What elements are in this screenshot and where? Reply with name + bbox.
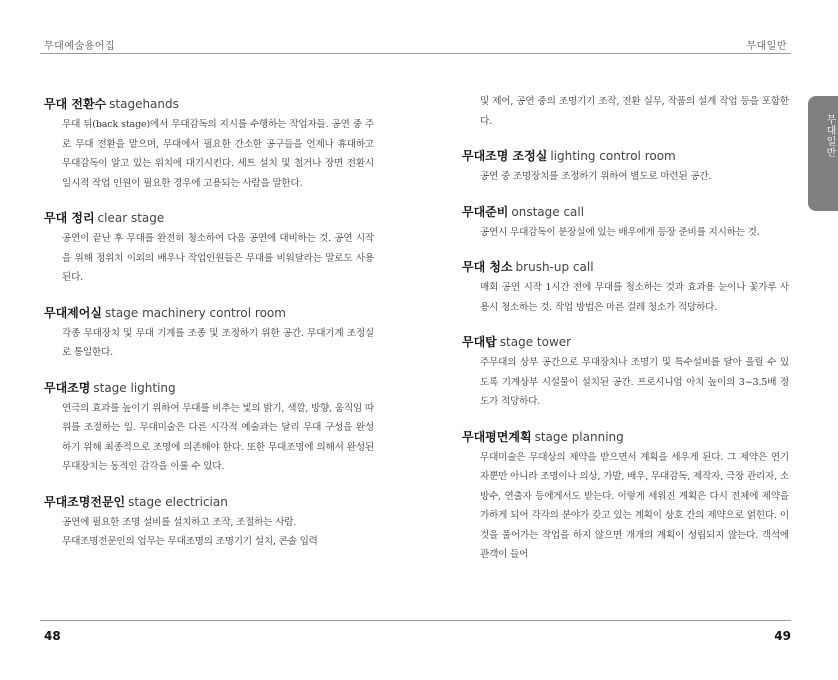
term-definition: 공연이 끝난 후 무대를 완전히 청소하여 다음 공연에 대비하는 것. 공연 시작을 위해 정위치 이외의 배우나 작업인원들은 무대를 비워달라는 말로도 사용된다.: [62, 233, 374, 283]
glossary-entry: [462, 148, 789, 187]
term-english: onstage call: [511, 204, 585, 219]
left-page-column: [44, 96, 374, 569]
glossary-entry: [44, 494, 374, 552]
glossary-entry: [462, 429, 789, 565]
term-definition: 각종 무대장치 및 무대 기계를 조종 및 조정하기 위한 공간. 무대기계 조정실로 통일한다.: [62, 327, 374, 358]
footer-rule: [40, 620, 791, 621]
running-head-right: 무대일반: [746, 41, 787, 52]
term-definition: 공연에 필요한 조명 설비를 설치하고 조작, 조절하는 사람.: [62, 516, 297, 528]
term-english: stagehands: [109, 97, 179, 111]
term-korean: 무대조명전문인: [44, 494, 126, 509]
section-tab-label: 무대일반: [824, 114, 835, 158]
term-english: stage planning: [534, 429, 624, 444]
continued-definition: 및 제어, 공연 중의 조명기기 조작, 전환 실무, 작품의 설계 작업 등을 포함한다.: [480, 96, 789, 127]
term-definition: 공연 중 조명장치를 조정하기 위하여 별도로 마련된 공간.: [480, 171, 712, 182]
term-korean: 무대조명 조정실: [462, 149, 548, 163]
term-korean: 무대 전환수: [44, 97, 107, 111]
term-korean: 무대준비: [462, 204, 509, 219]
term-english: brush-up call: [515, 260, 594, 274]
glossary-entry: [462, 259, 789, 317]
glossary-entry: [44, 210, 374, 288]
page-number-left: 48: [44, 629, 61, 643]
term-definition: 매회 공연 시작 1시간 전에 무대를 청소하는 것과 효과용 눈이나 꽃가루 사용시 청소하는 것. 작업 방법은 마른 걸레 청소가 적당하다.: [480, 282, 789, 313]
term-english: stage electrician: [128, 494, 228, 509]
term-english: lighting control room: [550, 149, 676, 163]
running-head-left: 무대예술용어집: [44, 41, 116, 52]
term-korean: 무대 청소: [462, 260, 513, 274]
glossary-entry: [44, 380, 374, 477]
term-korean: 무대평면계획: [462, 429, 532, 444]
term-korean: 무대조명: [44, 380, 91, 395]
term-definition: 무대 뒤(back stage)에서 무대감독의 지시를 수행하는 작업자들. 공연 중 주로 무대 전환을 맡으며, 무대에서 필요한 간소한 공구들을 언제나 휴대하고 무대감독이 알고 있는 위치에 대기시킨다. 세트 설치 및 철거나 장면 전환시 일시적 작업 인원이 필요한 경우에 고용되는 사람을 말한다.: [62, 119, 374, 189]
term-definition: 주무대의 상부 공간으로 무대장치나 조명기 및 특수설비를 달아 올릴 수 있도록 기계상부 시설물이 설치된 공간. 프로시니엄 아치 높이의 3~3.5배 정도가 적당하다.: [480, 357, 789, 407]
glossary-entry: [44, 96, 374, 193]
term-english: stage lighting: [93, 380, 176, 395]
glossary-entry: [44, 305, 374, 363]
page-number-right: 49: [774, 629, 791, 643]
header-rule: [40, 53, 791, 54]
section-tab: [808, 96, 838, 211]
glossary-entry: [462, 204, 789, 243]
term-korean: 무대제어실: [44, 305, 102, 320]
term-english: clear stage: [97, 211, 165, 225]
term-english: stage tower: [499, 335, 572, 349]
term-korean: 무대 정리: [44, 211, 95, 225]
term-definition: 공연시 무대감독이 분장실에 있는 배우에게 등장 준비를 지시하는 것.: [480, 226, 760, 238]
term-definition-continued: 무대조명전문인의 업무는 무대조명의 조명기기 설치, 콘솔 입력: [62, 536, 318, 547]
glossary-entry: [462, 334, 789, 412]
term-definition: 무대미술은 무대상의 제약을 받으면서 계획을 세우게 된다. 그 제약은 연기자뿐만 아니라 조명이나 의상, 가발, 배우, 무대감독, 제작자, 극장 관리자, 소방수, 연출자 등에게서도 받는다. 이렇게 세워진 계획은 다시 전체에 제약을 가하게 되어 각각의 분야가 갖고 있는 계획이 상호 간의 제약으로 얽힌다. 이것을 풀어가는 작업을 하지 않으면 개개의 계획이 성립되지 않는다. 객석에 관객이 들어: [480, 451, 789, 560]
right-page-column: [462, 92, 789, 582]
term-english: stage machinery control room: [104, 305, 286, 320]
glossary-entry-continuation: [462, 92, 789, 131]
term-definition: 연극의 효과를 높이기 위하여 무대를 비추는 빛의 밝기, 색깔, 방향, 움직임 따위를 조절하는 일. 무대미술은 다른 시각적 예술과는 달리 무대 구성을 완성하기 위해 최종적으로 조명에 의존해야 한다. 또한 무대조명에 의해서 완성된 무대장치는 동적인 감각을 이룰 수 있다.: [62, 402, 374, 472]
term-korean: 무대탑: [462, 335, 497, 349]
